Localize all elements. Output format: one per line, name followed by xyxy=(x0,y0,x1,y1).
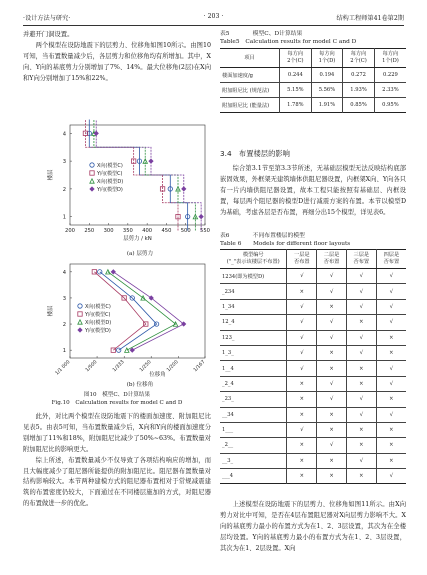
y-tick-label: 2 xyxy=(62,322,66,329)
column-header: 每方向 2个(C) xyxy=(343,49,375,68)
table-cell: _2_4 xyxy=(220,376,287,391)
table-cell: 1234(即为模型D) xyxy=(220,269,287,284)
series-line xyxy=(108,272,176,350)
table-cell: × xyxy=(317,422,347,437)
table-cell: 1_3_ xyxy=(220,345,287,360)
table-cell: √ xyxy=(346,345,376,360)
table-cell: ___4 xyxy=(222,473,234,480)
table-cell: __3_ xyxy=(220,453,287,468)
data-point xyxy=(182,187,186,191)
y-axis-label: 楼层 xyxy=(48,305,54,317)
paragraph: 两个模型在设防地震下的层剪力、位移角如图10所示。由图10可知，当布置数量减少后，各层剪力和位移角均有所增加。其中，X向、Y向的基底剪力分别增加了7%、14%。最大位移角(2层)在X向和Y向分别增加了15%和22%。 xyxy=(23,41,211,82)
table-cell: __34 xyxy=(220,407,287,422)
table-cell: √ xyxy=(287,269,317,284)
header-rule xyxy=(23,25,404,26)
table-cell: 1_34 xyxy=(220,299,287,314)
data-point xyxy=(125,348,129,352)
table-cell: × xyxy=(346,376,376,391)
table-cell: × xyxy=(317,345,347,360)
legend-label: X向(模型D) xyxy=(85,320,112,326)
legend-label: Y向(模型D) xyxy=(85,328,111,334)
legend-label: X向(模型D) xyxy=(97,179,124,185)
x-tick-label: 450 xyxy=(161,228,172,234)
table-cell: 楼面加速度/g xyxy=(220,68,280,83)
table-cell: × xyxy=(346,422,376,437)
table-cell: × xyxy=(376,392,406,407)
x-tick-label: 200 xyxy=(65,228,75,234)
table6-title-cn: 表6 不同布置楼层的模型 xyxy=(220,233,305,239)
table-cell: × xyxy=(287,438,317,453)
table-row xyxy=(220,345,406,360)
table-cell: √ xyxy=(346,269,376,284)
paragraph: 并避开门洞设置。 xyxy=(23,31,74,38)
table5-title-cn: 表5 模型C、D计算结果 xyxy=(220,31,303,37)
data-point xyxy=(78,304,82,308)
data-point xyxy=(106,270,110,274)
x-axis-label: 层剪力 / kN xyxy=(123,236,152,242)
table-cell: _2__ xyxy=(220,438,287,453)
y-tick-label: 4 xyxy=(62,131,66,138)
x-tick-label: 1/250 xyxy=(139,359,153,374)
table-cell: √ xyxy=(317,284,347,299)
table-cell: √ xyxy=(376,376,406,391)
table-cell: √ xyxy=(317,330,347,345)
shear-chart xyxy=(40,113,210,251)
table-cell: 0.85% xyxy=(343,98,375,113)
table-cell: × xyxy=(287,376,317,391)
data-point xyxy=(90,171,94,175)
x-tick-label: 300 xyxy=(103,228,114,234)
table-cell: 123_ xyxy=(220,330,287,345)
x-tick-label: 1/200 xyxy=(166,359,180,374)
table-cell: 5.15% xyxy=(280,83,312,98)
table-cell: 0.272 xyxy=(343,68,375,83)
table-cell: 1.93% xyxy=(343,83,375,98)
page-number: · 203 · xyxy=(203,13,224,20)
table-cell: √ xyxy=(317,269,347,284)
table-row xyxy=(220,392,406,407)
table-cell: 2.33% xyxy=(374,83,406,98)
table-cell: 附加阻尼比 (规范法) xyxy=(220,83,280,98)
subfigure-b-caption: (b) 位移角 xyxy=(126,382,154,388)
column-header: 每方向 1个(D) xyxy=(374,49,406,68)
running-header xyxy=(23,13,404,25)
table-cell: × xyxy=(376,330,406,345)
column-header: 每方向 1个(D) xyxy=(311,49,343,68)
table-cell: 1___ xyxy=(220,422,287,437)
table-cell: 1.78% xyxy=(280,98,312,113)
table-cell: × xyxy=(376,453,406,468)
x-tick-label: 1/1 000 xyxy=(54,359,72,377)
paragraph: 综合第3.1节至第3.3节所述，无基础层模型无法反映结构底部嵌固效果，外框架无建筑墙体供阻尼器设置，内框架X向、Y向各只有一片内墙供阻尼器设置，故本工程只能按照有基础层、内框设置，每层两个阻尼器的模型D进行减震方案的布置。本节以模型D为基础，考虑各层是否布置，再细分出15个模型，详见表6。 xyxy=(220,165,406,216)
header-section: ·设计方法与研究· xyxy=(23,15,71,22)
table-row xyxy=(220,269,406,284)
legend-label: Y向(模型C) xyxy=(85,312,111,318)
table-row xyxy=(220,422,406,437)
x-tick-label: 1/333 xyxy=(112,359,126,374)
table-cell: × xyxy=(287,392,317,407)
table-row xyxy=(220,438,406,453)
table-cell: 5.56% xyxy=(311,83,343,98)
y-tick-label: 3 xyxy=(62,295,66,302)
table5-title-en: Table5 Calculation results for model C and D xyxy=(220,39,357,45)
plot-frame xyxy=(70,264,205,358)
paragraph: 上述模型在设防地震下的层剪力、位移角如图11所示。由X向剪力对比中可知，是否在4层布置阻尼器对X向层剪力影响不大。X向的基底剪力最小的布置方式为在1、2、3层设置，其次为在全楼层均设置。Y向的基底剪力最小的布置方式为在1、2、3层设置，其次为在1、2层设置。X向 xyxy=(220,501,406,552)
table-header-row xyxy=(220,250,406,269)
table-cell: × xyxy=(317,407,347,422)
journal-title: 结构工程师第41卷第2期 xyxy=(336,15,404,22)
y-tick-label: 1 xyxy=(62,214,66,221)
table-cell: 1.91% xyxy=(311,98,343,113)
data-point xyxy=(199,214,203,218)
table-row xyxy=(220,376,406,391)
table-row xyxy=(220,453,406,468)
table-row xyxy=(220,361,406,376)
figure-caption-cn: 图10 模型C、D计算结果 xyxy=(83,392,151,398)
table-cell: 0.244 xyxy=(280,68,312,83)
table-row xyxy=(220,299,406,314)
table-cell: × xyxy=(376,345,406,360)
x-tick-label: 400 xyxy=(142,228,153,234)
table-cell: √ xyxy=(346,299,376,314)
table-row xyxy=(220,330,406,345)
table-cell: × xyxy=(317,453,347,468)
table-cell: × xyxy=(287,453,317,468)
table-cell: √ xyxy=(287,345,317,360)
table-cell: √ xyxy=(317,438,347,453)
table-cell: √ xyxy=(317,392,347,407)
y-tick-label: 3 xyxy=(62,159,66,166)
column-header: 一层是 否布置 xyxy=(287,250,317,269)
x-axis-label: 位移角 xyxy=(149,372,166,378)
data-point xyxy=(78,328,82,332)
x-tick-label: 1/167 xyxy=(193,359,207,374)
legend-label: X向(模型C) xyxy=(85,304,111,310)
column-header: 四层是 否布置 xyxy=(376,250,406,269)
table-cell: × xyxy=(376,438,406,453)
table6-title-en: Table 6 Models for different floor layouts xyxy=(220,241,351,247)
table-cell: √ xyxy=(287,299,317,314)
legend-label: Y向(模型D) xyxy=(97,187,123,193)
table-cell: × xyxy=(376,422,406,437)
table-cell: √ xyxy=(346,453,376,468)
x-tick-label: 1/500 xyxy=(85,359,99,374)
table-cell: √ xyxy=(346,284,376,299)
table-cell: × xyxy=(287,284,317,299)
data-point xyxy=(117,348,121,352)
subfigure-a-caption: (a) 层剪力 xyxy=(126,251,154,257)
y-tick-label: 2 xyxy=(62,186,66,193)
table-header-row xyxy=(220,49,406,68)
data-point xyxy=(78,312,82,316)
x-tick-label: 350 xyxy=(122,228,133,234)
table6 xyxy=(220,249,406,484)
table-cell: × xyxy=(317,361,347,376)
table-cell: 12_4 xyxy=(220,315,287,330)
table-row xyxy=(220,284,406,299)
table-cell: × xyxy=(287,469,317,484)
column-header: 模型编号 ("_"表示该楼层不布置) xyxy=(220,250,287,269)
table-cell: √ xyxy=(317,315,347,330)
data-point xyxy=(130,348,134,352)
left-text-bottom xyxy=(23,412,211,510)
table-cell: × xyxy=(346,438,376,453)
paragraph: 此外，对比两个模型在设防地震下的楼面加速度、附加阻尼比见表5。由表5可知，当布置数量减少后，X向和Y向的楼面加速度分别增加了11%和18%，附加阻尼比减少了50%~63%。布置数量对附加阻尼比的影响更大。 xyxy=(23,413,211,453)
y-tick-label: 4 xyxy=(62,269,66,276)
data-point xyxy=(90,179,94,183)
table-cell: √ xyxy=(346,407,376,422)
data-point xyxy=(90,163,94,167)
table-cell: 0.95% xyxy=(374,98,406,113)
table5 xyxy=(220,48,406,113)
figure-caption-en: Fig.10 Calculation results for model C and D xyxy=(51,400,183,406)
left-text-top xyxy=(23,30,211,85)
data-point xyxy=(98,270,102,274)
table-cell: √ xyxy=(287,361,317,376)
paragraph: 综上所述，布置数量减少不仅导致了各项结构响应的增加，而且大幅度减少了阻尼器所能提供的附加阻尼比。阻尼器布置数量对结构影响较大。本节两种建模方式的阻尼器布置相对于常规减震建筑的布置密度仍较大，下面通过在不同楼层施加的方式，对阻尼器的布置做进一步的优化。 xyxy=(23,456,211,508)
table-cell: √ xyxy=(346,392,376,407)
table-cell: × xyxy=(317,299,347,314)
table-cell: × xyxy=(287,407,317,422)
data-point xyxy=(78,320,82,324)
table-cell: √ xyxy=(376,407,406,422)
x-tick-label: 500 xyxy=(180,228,191,234)
table-cell: × xyxy=(346,315,376,330)
column-header: 三层是 否布置 xyxy=(346,250,376,269)
table-cell: √ xyxy=(287,330,317,345)
x-tick-label: 550 xyxy=(200,228,210,234)
data-point xyxy=(149,159,153,163)
series-line xyxy=(94,272,145,350)
column-header: 二层是 否布置 xyxy=(317,250,347,269)
table-cell: × xyxy=(317,469,347,484)
table-cell: √ xyxy=(287,422,317,437)
table-cell: √ xyxy=(346,330,376,345)
table-cell: 附加阻尼比 (能量法) xyxy=(222,102,270,109)
y-tick-label: 1 xyxy=(62,348,66,355)
section-heading: 3.4 布置楼层的影响 xyxy=(220,149,290,158)
y-axis-label: 楼层 xyxy=(48,169,54,181)
column-header: 每方向 2个(C) xyxy=(280,49,312,68)
table-cell: × xyxy=(346,361,376,376)
table-cell: 1__4 xyxy=(220,361,287,376)
table-row xyxy=(220,68,406,83)
table-cell: × xyxy=(346,469,376,484)
table-cell: 0.229 xyxy=(374,68,406,83)
table-cell: √ xyxy=(376,284,406,299)
table-cell: √ xyxy=(376,269,406,284)
drift-chart xyxy=(40,258,210,378)
table-cell: √ xyxy=(317,376,347,391)
table-cell: √ xyxy=(376,361,406,376)
table-cell: √ xyxy=(376,315,406,330)
table-row xyxy=(220,83,406,98)
table-row xyxy=(220,407,406,422)
table-row xyxy=(220,469,406,484)
x-tick-label: 250 xyxy=(84,228,95,234)
table-cell: _234 xyxy=(220,284,287,299)
column-header: 项目 xyxy=(220,49,280,68)
data-point xyxy=(90,187,94,191)
table-cell: _23_ xyxy=(220,392,287,407)
legend-label: Y向(模型C) xyxy=(97,171,123,177)
table-cell: √ xyxy=(376,299,406,314)
right-text-top xyxy=(220,164,406,219)
right-text-bottom xyxy=(220,500,406,555)
table-cell: √ xyxy=(287,315,317,330)
table-cell: 0.194 xyxy=(311,68,343,83)
table-row xyxy=(220,315,406,330)
table-row xyxy=(220,98,406,113)
legend-label: X向(模型C) xyxy=(97,163,123,169)
table-cell: √ xyxy=(376,469,406,484)
